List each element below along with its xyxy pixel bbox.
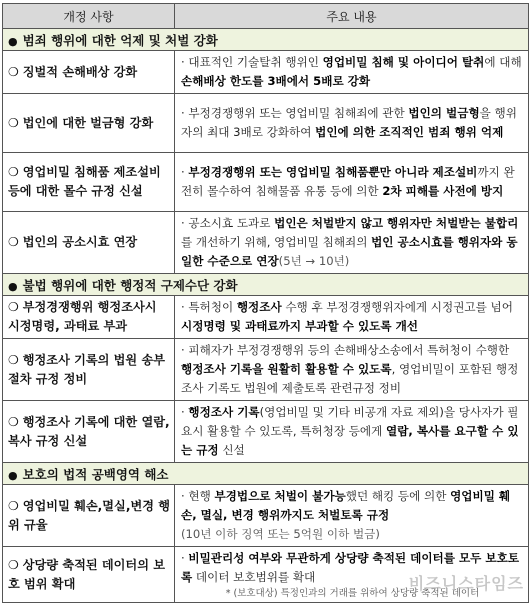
ring-icon: ❍: [8, 64, 19, 79]
content-text: 에 대해: [484, 55, 522, 69]
content-text: 까지 완전히 몰수하여 침해물품 유통 등에 의한: [181, 165, 515, 198]
content-text: 현행: [188, 489, 215, 503]
content-text: 신설: [218, 443, 245, 457]
content-text: 을 행위자의 최대 3배로 강화하여: [181, 106, 517, 139]
content-cell: · 행정조사 기록(영업비밀 및 기타 비공개 자료 제외)을 당사자가 필요시 활용할 수 있도록, 특허청장 등에게 열람, 복사를 요구할 수 있는 규정 신설: [175, 401, 529, 463]
table-row: [3, 94, 529, 153]
content-bold: 부경법으로 처벌이 불가능: [214, 489, 346, 503]
content-bold: 행정조사 기록을 원활히 활용할 수 있도록: [181, 362, 392, 376]
content-text: 특허청이: [188, 300, 237, 314]
item-label: 상당량 축적된 데이터의 보호 범위 확대: [8, 557, 165, 591]
item-cell: [3, 212, 175, 274]
ring-icon: ❍: [8, 557, 19, 572]
ring-icon: ❍: [8, 115, 19, 130]
ring-icon: ❍: [8, 414, 19, 429]
content-bold: 법인에 의한 조직적인 범죄 행위 억제: [315, 125, 504, 139]
item-label: 영업비밀 침해품 제조설비 등에 대한 몰수 규정 신설: [8, 165, 161, 198]
content-cell: · 비밀관리성 여부와 무관하게 상당량 축적된 데이터를 모두 보호토록 데이터 보호범위를 확대 * (보호대상) 특정인과의 거래를 위하여 상당량 축적된 데이터: [175, 547, 529, 603]
ring-icon: ❍: [8, 498, 19, 513]
section-title: 불법 행위에 대한 행정적 구제수단 강화: [22, 277, 238, 293]
content-text: 대표적인 기술탈취 행위인: [188, 55, 323, 69]
content-cell: · 부정경쟁행위 또는 영업비밀 침해품뿐만 아니라 제조설비까지 완전히 몰수하여 침해물품 유통 등에 의한 2차 피해를 사전에 방지: [175, 153, 529, 212]
item-cell: [3, 485, 175, 547]
item-label: 행정조사 기록의 법원 송부 절차 규정 정비: [8, 352, 165, 386]
content-text: (5년 → 10년): [278, 254, 350, 268]
content-bold: 비밀관리성 여부와 무관하게 상당량 축적된 데이터를 모두 보호토록: [181, 551, 520, 584]
item-label: 징벌적 손해배상 강화: [22, 64, 138, 79]
content-bold: 행정조사: [236, 300, 282, 314]
content-text: , 영업비밀이 포함된 행정조사 기록도 법원에 제출토록 관련규정 정비: [181, 362, 519, 395]
ring-icon: ❍: [8, 235, 19, 249]
content-cell: · 공소시효 도과로 법인은 처벌받지 않고 행위자만 처벌받는 불합리를 개선하기 위해, 영업비밀 침해죄의 법인 공소시효를 행위자와 동일한 수준으로 연장(5년 → 10년): [175, 212, 529, 274]
content-bold: 시정명령 및 과태료까지 부과할 수 있도록 개선: [181, 319, 419, 333]
bullet-icon: ●: [8, 34, 18, 48]
section-title: 보호의 법적 공백영역 해소: [22, 466, 169, 482]
table-row: [3, 51, 529, 94]
item-cell: [3, 296, 175, 339]
content-cell: · 피해자가 부정경쟁행위 등의 손해배상소송에서 특허청이 수행한 행정조사 기록을 원활히 활용할 수 있도록, 영업비밀이 포함된 행정조사 기록도 법원에 제출토록 관련규정 정비: [175, 339, 529, 401]
bullet-icon: ●: [8, 468, 18, 482]
table-row: [3, 212, 529, 274]
section-title: 범죄 행위에 대한 억제 및 처벌 강화: [22, 32, 218, 48]
section-row: [3, 29, 529, 51]
content-cell: · 특허청이 행정조사 수행 후 부정경쟁행위자에게 시정권고를 넘어 시정명령 및 과태료까지 부과할 수 있도록 개선: [175, 296, 529, 339]
content-bold: 손해배상 한도를 3배에서 5배로 강화: [181, 74, 371, 88]
content-text: 데이터 보호범위를 확대: [192, 570, 316, 584]
content-bold: 법인 공소시효를 행위자와 동일한 수준으로 연장: [181, 235, 518, 268]
item-cell: [3, 401, 175, 463]
table-row: [3, 485, 529, 547]
content-text: 공소시효 도과로: [188, 216, 275, 230]
content-cell: · 부정경쟁행위 또는 영업비밀 침해죄에 관한 법인의 벌금형을 행위자의 최대 3배로 강화하여 법인에 의한 조직적인 범죄 행위 억제: [175, 94, 529, 153]
content-bold: 열람, 복사를 요구할 수 있는 규정: [181, 424, 519, 457]
content-bold: 2차 피해를 사전에 방지: [382, 184, 504, 198]
content-text: 수행 후 부정경쟁행위자에게 시정권고를 넘어: [281, 300, 513, 314]
item-cell: [3, 339, 175, 401]
amendment-table: [2, 3, 529, 603]
item-label: 행정조사 기록에 대한 열람, 복사 규정 신설: [8, 414, 170, 448]
header-amendment: 개정 사항: [3, 4, 175, 29]
ring-icon: ❍: [8, 300, 19, 314]
content-bold: 부정경쟁행위 또는 영업비밀 침해품뿐만 아니라 제조설비: [188, 165, 478, 179]
content-text: 했던 해킹 등에 의한: [345, 489, 451, 503]
content-bold: 영업비밀 침해 및 아이디어 탈취: [322, 55, 485, 69]
content-text: 피해자가 부정경쟁행위 등의 손해배상소송에서 특허청이 수행한: [188, 343, 510, 357]
table-row: [3, 339, 529, 401]
footnote: * (보호대상) 특정인과의 거래를 위하여 상당량 축적된 데이터: [225, 588, 480, 599]
content-cell: · 현행 부경법으로 처벌이 불가능했던 해킹 등에 의한 영업비밀 훼손, 멸실, 변경 행위까지도 처벌토록 규정 (10년 이하 징역 또는 5억원 이하 벌금): [175, 485, 529, 547]
content-cell: · 대표적인 기술탈취 행위인 영업비밀 침해 및 아이디어 탈취에 대해 손해배상 한도를 3배에서 5배로 강화: [175, 51, 529, 94]
table-row: [3, 401, 529, 463]
content-bold: 법인의 벌금형: [408, 106, 480, 120]
content-text: (10년 이하 징역 또는 5억원 이하 벌금): [181, 527, 380, 541]
header-content: 주요 내용: [175, 4, 529, 29]
item-cell: [3, 153, 175, 212]
item-label: 부정경쟁행위 행정조사시 시정명령, 과태료 부과: [8, 300, 157, 333]
ring-icon: ❍: [8, 165, 19, 179]
section-row: [3, 274, 529, 296]
content-bold: 행정조사 기록: [188, 405, 260, 419]
item-cell: [3, 547, 175, 603]
item-label: 법인에 대한 벌금형 강화: [22, 115, 154, 130]
content-bold: 영업비밀 훼손, 멸실, 변경 행위까지도 처벌토록 규정: [181, 489, 511, 522]
watermark: 비즈니스타임즈: [408, 574, 524, 593]
item-label: 법인의 공소시효 연장: [22, 235, 138, 249]
content-text: 부정경쟁행위 또는 영업비밀 침해죄에 관한: [188, 106, 409, 120]
table-row: [3, 296, 529, 339]
content-bold: 법인은 처벌받지 않고 행위자만 처벌받는 불합리: [274, 216, 519, 230]
item-cell: [3, 94, 175, 153]
bullet-icon: ●: [8, 279, 18, 293]
header-row: [3, 4, 529, 29]
item-cell: [3, 51, 175, 94]
item-label: 영업비밀 훼손,멸실,변경 행위 규율: [8, 498, 171, 532]
section-row: [3, 463, 529, 485]
ring-icon: ❍: [8, 352, 19, 367]
content-text: (영업비밀 및 기타 비공개 자료 제외)을 당사자가 필요시 활용할 수 있도록, 특허청장 등에게: [181, 405, 519, 438]
content-text: 를 개선하기 위해, 영업비밀 침해죄의: [181, 235, 372, 249]
table-row: [3, 153, 529, 212]
